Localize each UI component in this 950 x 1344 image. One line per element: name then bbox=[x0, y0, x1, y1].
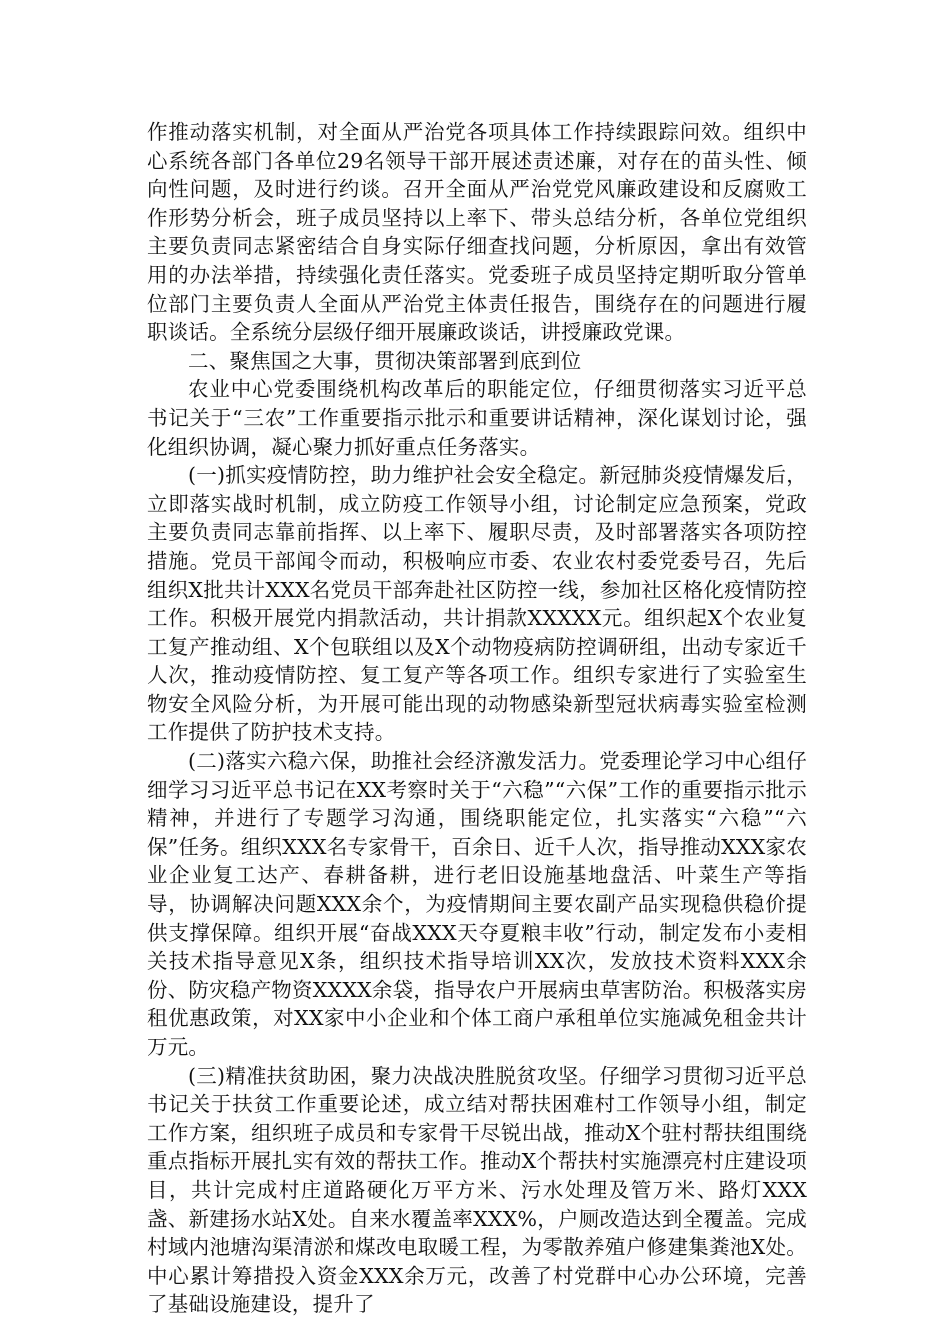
paragraph-accountability: 作推动落实机制，对全面从严治党各项具体工作持续跟踪问效。组织中心系统各部门各单位29名领导干部开展述责述廉，对存在的苗头性、倾向性问题，及时进行约谈。召开全面从严治党党风廉政建设和反腐败工作形势分析会，班子成员坚持以上率下、带头总结分析，各单位党组织主要负责同志紧密结合自身实际仔细查找问题，分析原因，拿出有效管用的办法举措，持续强化责任落实。党委班子成员坚持定期听取分管单位部门主要负责人全面从严治党主体责任报告，围绕存在的问题进行履职谈话。全系统分层级仔细开展廉政谈话，讲授廉政党课。 bbox=[147, 120, 807, 345]
paragraph-intro: 农业中心党委围绕机构改革后的职能定位，仔细贯彻落实习近平总书记关于“三农”工作重要指示批示和重要讲话精神，深化谋划讨论，强化组织协调，凝心聚力抓好重点任务落实。 bbox=[147, 377, 807, 459]
section-heading-2: 二、聚焦国之大事，贯彻决策部署到底到位 bbox=[188, 348, 582, 373]
paragraph-poverty-alleviation: (三)精准扶贫助困，聚力决战决胜脱贫攻坚。仔细学习贯彻习近平总书记关于扶贫工作重要论述，成立结对帮扶困难村工作领导小组，制定工作方案，组织班子成员和专家骨干尽锐出战，推动X个驻村帮扶组围绕重点指标开展扎实有效的帮扶工作。推动X个帮扶村实施漂亮村庄建设项目，共计完成村庄道路硬化万平方米、污水处理及管万米、路灯XXX盏、新建扬水站X处。自来水覆盖率XXX%，户厕改造达到全覆盖。完成村域内池塘沟渠清淤和煤改电取暖工程，为零散养殖户修建集粪池X处。中心累计筹措投入资金XXX余万元，改善了村党群中心办公环境，完善了基础设施建设，提升了 bbox=[147, 1063, 807, 1317]
paragraph-epidemic-control: (一)抓实疫情防控，助力维护社会安全稳定。新冠肺炎疫情爆发后，立即落实战时机制，成立防疫工作领导小组，讨论制定应急预案，党政主要负责同志靠前指挥、以上率下、履职尽责，及时部署落实各项防控措施。党员干部闻令而动，积极响应市委、农业农村委党委号召，先后组织X批共计XXX名党员干部奔赴社区防控一线，参加社区格化疫情防控工作。积极开展党内捐款活动，共计捐款XXXXX元。组织起X个农业复工复产推动组、X个包联组以及X个动物疫病防控调研组，出动专家近千人次，推动疫情防控、复工复产等各项工作。组织专家进行了实验室生物安全风险分析，为开展可能出现的动物感染新型冠状病毒实验室检测工作提供了防护技术支持。 bbox=[147, 463, 807, 745]
document-page bbox=[147, 118, 807, 1319]
paragraph-six-stability: (二)落实六稳六保，助推社会经济激发活力。党委理论学习中心组仔细学习习近平总书记在XX考察时关于“六稳”“六保”工作的重要指示批示精神，并进行了专题学习沟通，围绕职能定位，扎实落实“六稳”“六保”任务。组织XXX名专家骨干，百余日、近千人次，指导推动XXX家农业企业复工达产、春耕备耕，进行老旧设施基地盘活、叶菜生产等指导，协调解决问题XXX余个，为疫情期间主要农副产品实现稳供稳价提供支撑保障。组织开展“奋战XXX天夺夏粮丰收”行动，制定发布小麦相关技术指导意见X条，组织技术指导培训XX次，发放技术资料XXX余份、防灾稳产物资XXXX余袋，指导农户开展病虫草害防治。积极落实房租优惠政策，对XX家中小企业和个体工商户承租单位实施减免租金共计万元。 bbox=[147, 749, 807, 1059]
